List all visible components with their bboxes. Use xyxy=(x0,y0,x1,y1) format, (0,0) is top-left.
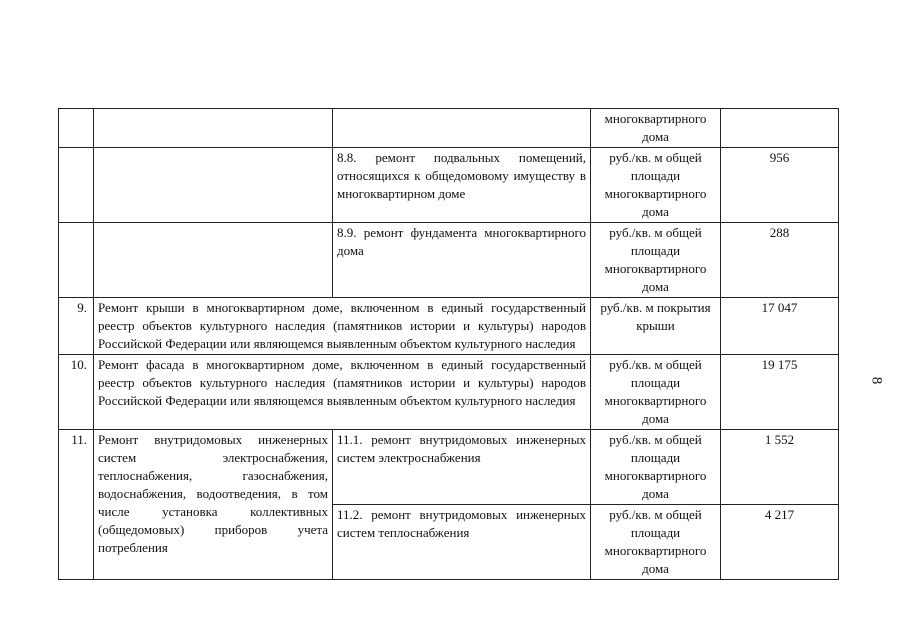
cell-unit: руб./кв. м общей площади многоквартирного дома xyxy=(591,430,721,505)
table-row xyxy=(59,148,839,223)
cell-value: 4 217 xyxy=(721,505,839,580)
cell-work: Ремонт фасада в многоквартирном доме, включенном в единый государственный реестр объектов культурного наследия (памятников истории и культуры) народов Российской Федерации или являющемся выявленным объектом культурного наследия xyxy=(94,355,591,430)
cell-unit: руб./кв. м покрытия крыши xyxy=(591,298,721,355)
cell-subwork: 8.8. ремонт подвальных помещений, относящихся к общедомовому имуществу в многоквартирном доме xyxy=(333,148,591,223)
cell-work xyxy=(94,109,333,148)
cell-work: Ремонт крыши в многоквартирном доме, включенном в единый государственный реестр объектов культурного наследия (памятников истории и культуры) народов Российской Федерации или являющемся выявленным объектом культурного наследия xyxy=(94,298,591,355)
cell-work xyxy=(94,148,333,223)
cell-subwork: 11.2. ремонт внутридомовых инженерных систем теплоснабжения xyxy=(333,505,591,580)
cell-value xyxy=(721,109,839,148)
cell-value: 288 xyxy=(721,223,839,298)
cell-value: 956 xyxy=(721,148,839,223)
cell-value: 1 552 xyxy=(721,430,839,505)
cell-unit: руб./кв. м общей площади многоквартирного дома xyxy=(591,505,721,580)
cell-unit: многоквартирного дома xyxy=(591,109,721,148)
table-row xyxy=(59,223,839,298)
cell-subwork: 8.9. ремонт фундамента многоквартирного дома xyxy=(333,223,591,298)
cell-work xyxy=(94,223,333,298)
cell-num xyxy=(59,223,94,298)
cell-work xyxy=(94,430,333,580)
tariff-table xyxy=(58,108,839,580)
cell-num: 11. xyxy=(59,430,94,580)
cell-unit: руб./кв. м общей площади многоквартирного дома xyxy=(591,148,721,223)
cell-num xyxy=(59,109,94,148)
cell-num: 10. xyxy=(59,355,94,430)
cell-subwork: 11.1. ремонт внутридомовых инженерных систем электроснабжения xyxy=(333,430,591,505)
cell-unit: руб./кв. м общей площади многоквартирного дома xyxy=(591,223,721,298)
cell-subwork xyxy=(333,109,591,148)
page-number: 8 xyxy=(868,376,885,385)
cell-num xyxy=(59,148,94,223)
table-row xyxy=(59,298,839,355)
table-row xyxy=(59,109,839,148)
cell-work-text: Ремонт внутридомовых инженерных систем электроснабжения, теплоснабжения, газоснабжения, водоснабжения, водоотведения, в том числе установка коллективных (общедомовых) приборов учета потребления xyxy=(98,432,328,555)
cell-num: 9. xyxy=(59,298,94,355)
cell-value: 19 175 xyxy=(721,355,839,430)
table-row xyxy=(59,430,839,505)
table-row xyxy=(59,355,839,430)
cell-unit: руб./кв. м общей площади многоквартирного дома xyxy=(591,355,721,430)
cell-value: 17 047 xyxy=(721,298,839,355)
